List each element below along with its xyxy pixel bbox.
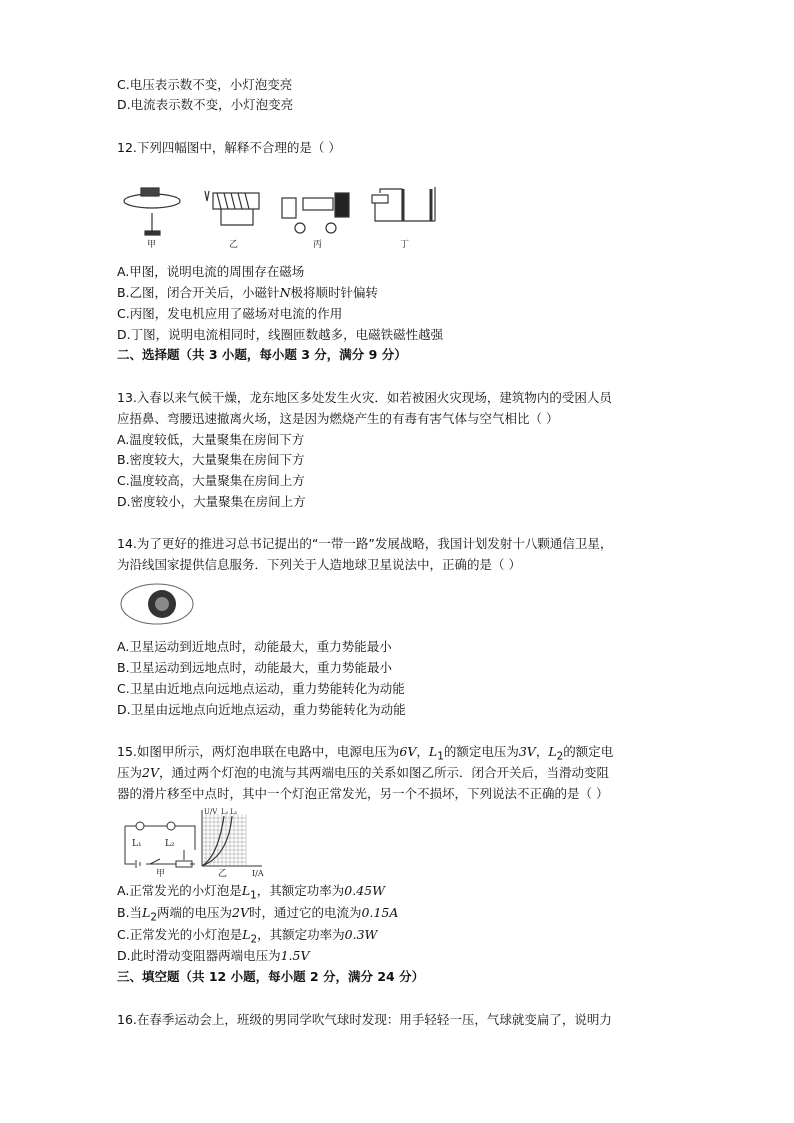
text: ，其额定功率为: [257, 927, 345, 942]
text: ，其额定功率为: [256, 883, 345, 898]
curve-l1-label: L₁: [221, 808, 229, 816]
q14-option-c: C.卫星由近地点向远地点运动，重力势能转化为动能: [117, 681, 405, 696]
math: 2V: [142, 765, 159, 780]
q15-stem-3: 器的滑片移至中点时，其中一个灯泡正常发光，另一个不损坏，下列说法不正确的是（ ）: [117, 786, 609, 801]
fig-label-ding: 丁: [400, 240, 410, 250]
u-axis-label: U/V: [204, 808, 218, 816]
math: 3V: [518, 744, 536, 759]
text: 时，通过它的电流为: [249, 905, 362, 920]
math-sub: 1: [250, 889, 257, 902]
text: C.正常发光的小灯泡是: [117, 927, 243, 942]
math-var: N: [279, 285, 291, 300]
fig-label-bing: 丙: [313, 240, 323, 250]
math-sub: 2: [250, 933, 258, 946]
q14-stem-2: 为沿线国家提供信息服务．下列关于人造地球卫星说法中，正确的是（ ）: [117, 557, 521, 572]
math: L: [548, 744, 557, 759]
label-yi: 乙: [218, 869, 228, 878]
math: 0.15A: [361, 905, 399, 920]
q12-option-c: C.丙图，发电机应用了磁场对电流的作用: [117, 306, 343, 321]
q13-option-d: D.密度较小，大量聚集在房间上方: [117, 494, 306, 509]
q14-stem-1: 14.为了更好的推进习总书记提出的“一带一路”发展战略，我国计划发射十八颗通信卫星，: [117, 536, 613, 551]
q13-option-c: C.温度较高，大量聚集在房间上方: [117, 473, 305, 488]
math-sub: 2: [556, 750, 564, 763]
math: 0.3W: [344, 927, 378, 942]
text: B.当: [117, 905, 143, 920]
label-l1: L₁: [132, 839, 142, 849]
math: 2V: [232, 905, 249, 920]
text: 压为: [117, 765, 143, 780]
text: A.正常发光的小灯泡是: [117, 883, 242, 898]
q12-option-d: D.丁图，说明电流相同时，线圈匝数越多，电磁铁磁性越强: [117, 327, 444, 342]
math: L: [241, 883, 251, 898]
q15-option-d: [117, 948, 310, 964]
text: B.乙图，闭合开关后，小磁针: [117, 285, 280, 300]
fig-label-yi: 乙: [229, 240, 239, 250]
q15-option-b: [117, 905, 398, 926]
q15-stem-1: [117, 744, 613, 765]
label-l2: L₂: [165, 839, 175, 849]
q13-option-a: A.温度较低，大量聚集在房间下方: [117, 432, 305, 447]
text: 极将顺时针偏转: [290, 285, 379, 300]
q14-option-a: A.卫星运动到近地点时，动能最大，重力势能最小: [117, 639, 392, 654]
q12-figure: [117, 183, 452, 253]
q12-stem: 12.下列四幅图中，解释不合理的是（ ）: [117, 140, 341, 155]
section-2-heading: 二、选择题（共 3 小题，每小题 3 分，满分 9 分）: [117, 347, 407, 362]
math: 6V: [399, 744, 417, 759]
label-jia: 甲: [156, 869, 166, 878]
math: 0.45W: [344, 883, 385, 898]
q15-stem-2: [117, 765, 609, 781]
q13-stem-1: 13.入春以来气候干燥，龙东地区多处发生火灾．如若被困火灾现场，建筑物内的受困人员: [117, 390, 612, 405]
q15-option-a: [117, 883, 385, 904]
q14-option-b: B.卫星运动到远地点时，动能最大，重力势能最小: [117, 660, 393, 675]
text: 15.如图甲所示，两灯泡串联在电路中，电源电压为: [117, 744, 400, 759]
q14-option-d: D.卫星由远地点向近地点运动，重力势能转化为动能: [117, 702, 406, 717]
text: 的额定电: [563, 744, 614, 759]
math: L: [242, 927, 251, 942]
section-3-heading: 三、填空题（共 12 小题，每小题 2 分，满分 24 分）: [117, 969, 425, 984]
satellite-orbit-figure: [117, 580, 197, 628]
q11-option-c: C.电压表示数不变，小灯泡变亮: [117, 77, 293, 92]
text: D.此时滑动变阻器两端电压为: [117, 948, 281, 963]
math-sub: 1: [437, 750, 444, 763]
text: 的额定电压为: [443, 744, 519, 759]
i-axis-label: I/A: [252, 869, 264, 878]
fig-label-jia: 甲: [147, 240, 157, 250]
math: L: [428, 744, 438, 759]
q12-option-b: [117, 285, 378, 301]
q15-figure: [120, 806, 270, 878]
q15-option-c: [117, 927, 377, 948]
text: ，通过两个灯泡的电流与其两端电压的关系如图乙所示．闭合开关后，当滑动变阻: [159, 765, 610, 780]
math: 1.5V: [280, 948, 310, 963]
curve-l2-label: L₂: [230, 808, 238, 816]
text: 两端的电压为: [157, 905, 233, 920]
q12-option-a: A.甲图，说明电流的周围存在磁场: [117, 264, 305, 279]
text: ，: [416, 744, 429, 759]
q16-stem: 16.在春季运动会上，班级的男同学吹气球时发现：用手轻轻一压，气球就变扁了，说明力: [117, 1012, 612, 1027]
q13-option-b: B.密度较大，大量聚集在房间下方: [117, 452, 305, 467]
math: L: [142, 905, 151, 920]
math-sub: 2: [150, 911, 157, 924]
q13-stem-2: 应捂鼻、弯腰迅速撤离火场，这是因为燃烧产生的有毒有害气体与空气相比（ ）: [117, 411, 559, 426]
text: ，: [535, 744, 549, 759]
q11-option-d: D.电流表示数不变，小灯泡变亮: [117, 97, 294, 112]
